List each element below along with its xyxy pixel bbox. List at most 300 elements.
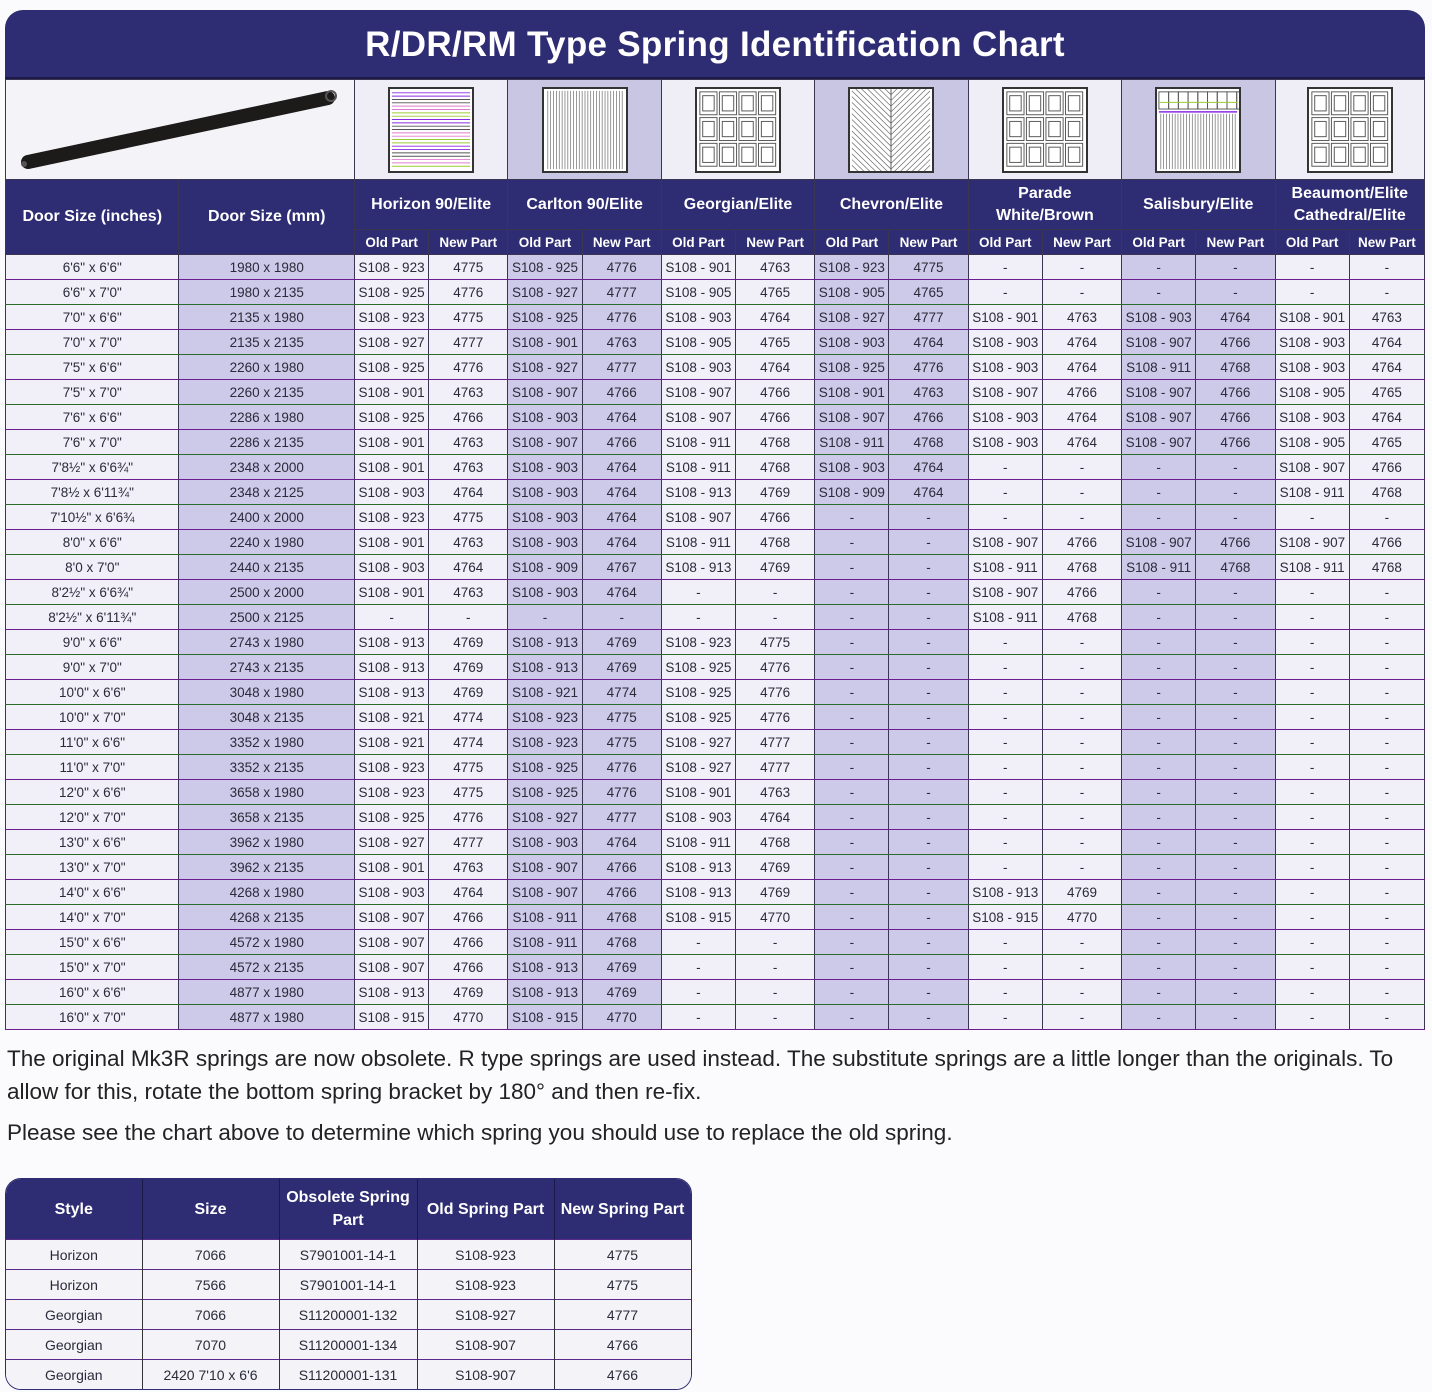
new-part-cell: 4766	[582, 380, 661, 405]
new-part-cell: 4766	[1349, 455, 1424, 480]
new-part-cell: 4776	[736, 680, 815, 705]
old-part-cell: -	[1122, 630, 1196, 655]
old-part-cell: -	[1275, 955, 1349, 980]
new-part-cell: -	[1196, 455, 1275, 480]
old-part-cell: S108 - 907	[1122, 530, 1196, 555]
old-part-cell: S108 - 907	[968, 580, 1042, 605]
door-size-inches: 7'8½" x 6'6¾"	[6, 455, 179, 480]
old-part-cell: -	[1275, 255, 1349, 280]
old-part-cell: -	[815, 930, 889, 955]
new-part-cell: 4764	[889, 480, 968, 505]
new-part-cell: -	[1349, 905, 1424, 930]
new-part-cell: 4763	[1349, 305, 1424, 330]
new-part-cell: 4775	[736, 630, 815, 655]
old-part-cell: S108 - 925	[508, 255, 582, 280]
old-part-cell: -	[815, 880, 889, 905]
sub-cell: 7066	[142, 1300, 279, 1330]
new-part-cell: -	[889, 505, 968, 530]
sub-cell: 4775	[554, 1240, 691, 1270]
old-part-cell: -	[1275, 755, 1349, 780]
new-part-cell: -	[1349, 955, 1424, 980]
col-header-style: Horizon 90/Elite	[354, 180, 507, 230]
old-part-cell: S108 - 927	[354, 830, 428, 855]
door-size-inches: 9'0" x 6'6"	[6, 630, 179, 655]
new-part-cell: 4766	[1042, 580, 1121, 605]
old-part-cell: S108 - 901	[354, 430, 428, 455]
old-part-cell: S108 - 923	[354, 305, 428, 330]
new-part-cell: 4777	[429, 830, 508, 855]
old-part-cell: -	[1275, 680, 1349, 705]
new-part-cell: 4764	[1349, 330, 1424, 355]
new-part-cell: 4774	[429, 705, 508, 730]
old-part-cell: -	[815, 730, 889, 755]
old-part-cell: -	[815, 605, 889, 630]
door-size-mm: 3048 x 2135	[179, 705, 354, 730]
new-part-cell: 4768	[736, 830, 815, 855]
new-part-cell: 4763	[429, 530, 508, 555]
old-part-cell: -	[1122, 830, 1196, 855]
old-part-cell: -	[1275, 905, 1349, 930]
old-part-cell: S108 - 913	[508, 655, 582, 680]
old-part-cell: S108 - 923	[354, 755, 428, 780]
new-part-cell: 4769	[429, 630, 508, 655]
door-size-inches: 15'0" x 7'0"	[6, 955, 179, 980]
old-part-cell: -	[968, 930, 1042, 955]
new-part-cell: -	[1196, 505, 1275, 530]
old-part-cell: S108 - 927	[508, 280, 582, 305]
old-part-cell: S108 - 903	[508, 830, 582, 855]
new-part-cell: -	[1196, 1005, 1275, 1030]
new-part-cell: -	[1196, 930, 1275, 955]
old-part-cell: S108 - 911	[815, 430, 889, 455]
old-part-cell: S108 - 903	[968, 355, 1042, 380]
sub-cell: 4766	[554, 1330, 691, 1360]
col-header-style: Carlton 90/Elite	[508, 180, 661, 230]
new-part-cell: -	[1349, 1005, 1424, 1030]
old-part-cell: -	[1275, 855, 1349, 880]
old-part-cell: -	[968, 980, 1042, 1005]
new-part-cell: -	[1042, 280, 1121, 305]
table-row	[6, 1005, 1425, 1030]
new-part-cell: -	[1042, 930, 1121, 955]
col-header-old-part: Old Part	[508, 230, 582, 255]
table-row	[6, 680, 1425, 705]
old-part-cell: -	[1122, 1005, 1196, 1030]
new-part-cell: 4768	[1042, 605, 1121, 630]
new-part-cell: 4775	[429, 780, 508, 805]
old-part-cell: S108 - 911	[508, 930, 582, 955]
old-part-cell: S108 - 907	[508, 880, 582, 905]
new-part-cell: 4764	[429, 480, 508, 505]
new-part-cell: 4764	[582, 505, 661, 530]
new-part-cell: -	[1349, 505, 1424, 530]
new-part-cell: 4763	[736, 780, 815, 805]
new-part-cell: 4770	[1042, 905, 1121, 930]
new-part-cell: 4768	[1349, 555, 1424, 580]
sub-col-header: Obsolete Spring Part	[279, 1179, 417, 1240]
new-part-cell: 4776	[736, 655, 815, 680]
new-part-cell: 4764	[1196, 305, 1275, 330]
new-part-cell: 4769	[736, 480, 815, 505]
old-part-cell: S108 - 913	[968, 880, 1042, 905]
new-part-cell: -	[889, 580, 968, 605]
door-size-mm: 2260 x 1980	[179, 355, 354, 380]
old-part-cell: S108 - 911	[968, 555, 1042, 580]
new-part-cell: 4776	[889, 355, 968, 380]
old-part-cell: -	[1275, 730, 1349, 755]
new-part-cell: -	[736, 605, 815, 630]
sub-cell: S11200001-134	[279, 1330, 417, 1360]
door-size-inches: 8'2½" x 6'11¾"	[6, 605, 179, 630]
new-part-cell: -	[1042, 780, 1121, 805]
old-part-cell: S108 - 907	[1275, 455, 1349, 480]
old-part-cell: S108 - 927	[508, 355, 582, 380]
door-size-mm: 3658 x 1980	[179, 780, 354, 805]
new-part-cell: -	[1349, 255, 1424, 280]
table-row	[6, 530, 1425, 555]
col-header-old-part: Old Part	[1122, 230, 1196, 255]
new-part-cell: -	[1349, 805, 1424, 830]
new-part-cell: 4776	[582, 780, 661, 805]
new-part-cell: 4775	[889, 255, 968, 280]
old-part-cell: S108 - 927	[508, 805, 582, 830]
old-part-cell: -	[815, 830, 889, 855]
substitution-table	[6, 1179, 692, 1389]
new-part-cell: -	[582, 605, 661, 630]
table-row	[6, 980, 1425, 1005]
col-header-style: Parade White/Brown	[968, 180, 1121, 230]
col-header-new-part: New Part	[1349, 230, 1424, 255]
table-row	[6, 705, 1425, 730]
old-part-cell: S108 - 905	[661, 280, 735, 305]
col-header-old-part: Old Part	[661, 230, 735, 255]
old-part-cell: S108 - 907	[1122, 380, 1196, 405]
sub-cell: 2420 7'10 x 6'6	[142, 1360, 279, 1390]
old-part-cell: S108 - 925	[661, 655, 735, 680]
old-part-cell: S108 - 907	[661, 405, 735, 430]
door-size-mm: 1980 x 1980	[179, 255, 354, 280]
old-part-cell: -	[968, 630, 1042, 655]
new-part-cell: 4766	[429, 905, 508, 930]
new-part-cell: 4764	[736, 305, 815, 330]
old-part-cell: -	[1122, 605, 1196, 630]
old-part-cell: -	[968, 955, 1042, 980]
door-image-carlton	[508, 80, 661, 180]
old-part-cell: S108 - 907	[1122, 405, 1196, 430]
new-part-cell: 4775	[582, 705, 661, 730]
old-part-cell: S108 - 907	[968, 530, 1042, 555]
door-size-mm: 4572 x 1980	[179, 930, 354, 955]
new-part-cell: 4764	[736, 355, 815, 380]
new-part-cell: 4767	[582, 555, 661, 580]
sub-cell: 4766	[554, 1360, 691, 1390]
old-part-cell: -	[968, 655, 1042, 680]
new-part-cell: 4764	[582, 530, 661, 555]
old-part-cell: -	[1122, 805, 1196, 830]
door-size-mm: 3048 x 1980	[179, 680, 354, 705]
new-part-cell: -	[1349, 630, 1424, 655]
door-size-mm: 2286 x 1980	[179, 405, 354, 430]
new-part-cell: 4764	[1042, 430, 1121, 455]
old-part-cell: -	[1275, 880, 1349, 905]
door-image-salisbury	[1122, 80, 1275, 180]
old-part-cell: -	[1275, 930, 1349, 955]
old-part-cell: S108 - 923	[354, 780, 428, 805]
old-part-cell: S108 - 915	[354, 1005, 428, 1030]
new-part-cell: 4763	[429, 380, 508, 405]
old-part-cell: -	[968, 705, 1042, 730]
sub-cell: S11200001-132	[279, 1300, 417, 1330]
door-size-mm: 2743 x 1980	[179, 630, 354, 655]
new-part-cell: 4775	[582, 730, 661, 755]
sub-cell: S108-907	[417, 1330, 554, 1360]
old-part-cell: S108 - 903	[354, 555, 428, 580]
sub-table-row	[6, 1240, 691, 1270]
old-part-cell: -	[1275, 630, 1349, 655]
new-part-cell: -	[1042, 255, 1121, 280]
old-part-cell: S108 - 923	[508, 730, 582, 755]
old-part-cell: -	[661, 930, 735, 955]
new-part-cell: -	[889, 1005, 968, 1030]
old-part-cell: S108 - 907	[968, 380, 1042, 405]
old-part-cell: S108 - 907	[1122, 330, 1196, 355]
new-part-cell: 4777	[889, 305, 968, 330]
table-row	[6, 580, 1425, 605]
new-part-cell: 4770	[736, 905, 815, 930]
door-size-mm: 2500 x 2125	[179, 605, 354, 630]
old-part-cell: S108 - 901	[661, 255, 735, 280]
old-part-cell: S108 - 903	[508, 580, 582, 605]
door-size-inches: 15'0" x 6'6"	[6, 930, 179, 955]
old-part-cell: S108 - 923	[661, 630, 735, 655]
obsolete-springs-note	[7, 1042, 1427, 1157]
table-row	[6, 730, 1425, 755]
panelled-door-icon	[1002, 87, 1088, 173]
new-part-cell: 4776	[736, 705, 815, 730]
old-part-cell: -	[968, 855, 1042, 880]
new-part-cell: -	[1196, 255, 1275, 280]
old-part-cell: S108 - 907	[1122, 430, 1196, 455]
old-part-cell: S108 - 927	[354, 330, 428, 355]
new-part-cell: -	[889, 905, 968, 930]
door-size-inches: 13'0" x 7'0"	[6, 855, 179, 880]
new-part-cell: 4765	[889, 280, 968, 305]
old-part-cell: S108 - 903	[1275, 355, 1349, 380]
old-part-cell: -	[815, 555, 889, 580]
old-part-cell: -	[1275, 580, 1349, 605]
old-part-cell: -	[815, 855, 889, 880]
old-part-cell: S108 - 907	[1275, 530, 1349, 555]
sub-table-row	[6, 1270, 691, 1300]
door-size-mm: 3658 x 2135	[179, 805, 354, 830]
door-size-mm: 4268 x 2135	[179, 905, 354, 930]
new-part-cell: -	[1042, 855, 1121, 880]
col-header-door-inches: Door Size (inches)	[6, 180, 179, 255]
old-part-cell: -	[1275, 1005, 1349, 1030]
new-part-cell: 4766	[429, 405, 508, 430]
old-part-cell: -	[508, 605, 582, 630]
old-part-cell: S108 - 907	[508, 430, 582, 455]
old-part-cell: S108 - 901	[354, 455, 428, 480]
door-size-mm: 2400 x 2000	[179, 505, 354, 530]
new-part-cell: -	[1042, 1005, 1121, 1030]
new-part-cell: -	[1196, 605, 1275, 630]
old-part-cell: -	[1275, 780, 1349, 805]
new-part-cell: -	[1349, 655, 1424, 680]
old-part-cell: S108 - 907	[661, 380, 735, 405]
spring-table	[5, 79, 1425, 1030]
old-part-cell: -	[1122, 955, 1196, 980]
col-header-new-part: New Part	[429, 230, 508, 255]
new-part-cell: -	[1042, 680, 1121, 705]
new-part-cell: 4766	[736, 380, 815, 405]
new-part-cell: -	[1042, 830, 1121, 855]
old-part-cell: S108 - 913	[508, 630, 582, 655]
new-part-cell: -	[1349, 680, 1424, 705]
door-size-inches: 14'0" x 6'6"	[6, 880, 179, 905]
old-part-cell: S108 - 903	[508, 405, 582, 430]
col-header-old-part: Old Part	[968, 230, 1042, 255]
door-size-mm: 2135 x 2135	[179, 330, 354, 355]
chevron-door-icon	[848, 87, 934, 173]
old-part-cell: S108 - 911	[661, 455, 735, 480]
new-part-cell: 4766	[889, 405, 968, 430]
table-row	[6, 630, 1425, 655]
col-header-new-part: New Part	[889, 230, 968, 255]
table-row	[6, 880, 1425, 905]
old-part-cell: S108 - 909	[815, 480, 889, 505]
old-part-cell: S108 - 909	[508, 555, 582, 580]
old-part-cell: S108 - 927	[815, 305, 889, 330]
new-part-cell: -	[1196, 905, 1275, 930]
old-part-cell: S108 - 925	[661, 680, 735, 705]
old-part-cell: -	[1122, 680, 1196, 705]
old-part-cell: S108 - 913	[661, 555, 735, 580]
door-size-mm: 2240 x 1980	[179, 530, 354, 555]
new-part-cell: -	[736, 980, 815, 1005]
new-part-cell: 4774	[582, 680, 661, 705]
new-part-cell: -	[889, 780, 968, 805]
old-part-cell: -	[968, 280, 1042, 305]
new-part-cell: 4776	[429, 805, 508, 830]
sub-cell: Georgian	[6, 1360, 142, 1390]
old-part-cell: S108 - 911	[1122, 355, 1196, 380]
new-part-cell: 4775	[429, 255, 508, 280]
new-part-cell: 4769	[582, 630, 661, 655]
new-part-cell: -	[889, 830, 968, 855]
table-row	[6, 905, 1425, 930]
sub-cell: S108-907	[417, 1360, 554, 1390]
new-part-cell: -	[889, 880, 968, 905]
new-part-cell: -	[1196, 955, 1275, 980]
new-part-cell: -	[1349, 830, 1424, 855]
old-part-cell: -	[968, 455, 1042, 480]
old-part-cell: S108 - 921	[354, 730, 428, 755]
sub-table-row	[6, 1360, 691, 1390]
old-part-cell: -	[968, 480, 1042, 505]
old-part-cell: -	[968, 730, 1042, 755]
old-part-cell: S108 - 915	[661, 905, 735, 930]
old-part-cell: S108 - 911	[661, 830, 735, 855]
new-part-cell: -	[1042, 980, 1121, 1005]
new-part-cell: 4777	[736, 730, 815, 755]
old-part-cell: -	[1122, 880, 1196, 905]
new-part-cell: -	[1042, 955, 1121, 980]
table-row	[6, 330, 1425, 355]
new-part-cell: 4763	[736, 255, 815, 280]
door-image-horizon	[354, 80, 507, 180]
old-part-cell: -	[661, 955, 735, 980]
old-part-cell: S108 - 905	[1275, 380, 1349, 405]
old-part-cell: S108 - 925	[815, 355, 889, 380]
sub-cell: 7566	[142, 1270, 279, 1300]
col-header-style: Salisbury/Elite	[1122, 180, 1275, 230]
sub-cell: 7066	[142, 1240, 279, 1270]
sub-cell: Georgian	[6, 1300, 142, 1330]
old-part-cell: S108 - 913	[661, 880, 735, 905]
old-part-cell: S108 - 907	[508, 380, 582, 405]
old-part-cell: -	[661, 1005, 735, 1030]
old-part-cell: -	[1275, 980, 1349, 1005]
new-part-cell: 4763	[582, 330, 661, 355]
old-part-cell: -	[1122, 730, 1196, 755]
old-part-cell: -	[1122, 655, 1196, 680]
new-part-cell: 4765	[1349, 430, 1424, 455]
new-part-cell: -	[889, 855, 968, 880]
table-row	[6, 780, 1425, 805]
old-part-cell: S108 - 925	[354, 355, 428, 380]
new-part-cell: 4768	[582, 905, 661, 930]
new-part-cell: 4768	[1349, 480, 1424, 505]
old-part-cell: -	[968, 1005, 1042, 1030]
new-part-cell: -	[1042, 705, 1121, 730]
old-part-cell: S108 - 903	[661, 805, 735, 830]
old-part-cell: -	[1122, 930, 1196, 955]
new-part-cell: 4764	[429, 880, 508, 905]
new-part-cell: 4769	[1042, 880, 1121, 905]
old-part-cell: -	[815, 805, 889, 830]
note-paragraph: The original Mk3R springs are now obsolete. R type springs are used instead. The substitute springs are a little longer than the originals. To allow for this, rotate the bottom spring bracket by 180° and then re-fix.	[7, 1046, 1394, 1104]
new-part-cell: 4764	[582, 405, 661, 430]
door-size-inches: 14'0" x 7'0"	[6, 905, 179, 930]
new-part-cell: 4763	[429, 855, 508, 880]
new-part-cell: -	[1349, 930, 1424, 955]
door-size-inches: 13'0" x 6'6"	[6, 830, 179, 855]
old-part-cell: S108 - 921	[508, 680, 582, 705]
new-part-cell: -	[1196, 980, 1275, 1005]
old-part-cell: -	[1275, 655, 1349, 680]
new-part-cell: 4768	[889, 430, 968, 455]
new-part-cell: -	[1042, 505, 1121, 530]
door-image-georgian	[661, 80, 814, 180]
new-part-cell: 4769	[736, 555, 815, 580]
old-part-cell: S108 - 925	[508, 780, 582, 805]
old-part-cell: -	[354, 605, 428, 630]
new-part-cell: 4763	[1042, 305, 1121, 330]
door-size-inches: 10'0" x 7'0"	[6, 705, 179, 730]
old-part-cell: -	[968, 830, 1042, 855]
col-header-new-part: New Part	[1042, 230, 1121, 255]
door-size-inches: 7'0" x 7'0"	[6, 330, 179, 355]
old-part-cell: S108 - 921	[354, 705, 428, 730]
sub-cell: 7070	[142, 1330, 279, 1360]
new-part-cell: 4764	[889, 330, 968, 355]
new-part-cell: -	[1349, 280, 1424, 305]
table-row	[6, 480, 1425, 505]
new-part-cell: 4764	[1042, 355, 1121, 380]
old-part-cell: S108 - 901	[1275, 305, 1349, 330]
old-part-cell: S108 - 911	[1275, 555, 1349, 580]
